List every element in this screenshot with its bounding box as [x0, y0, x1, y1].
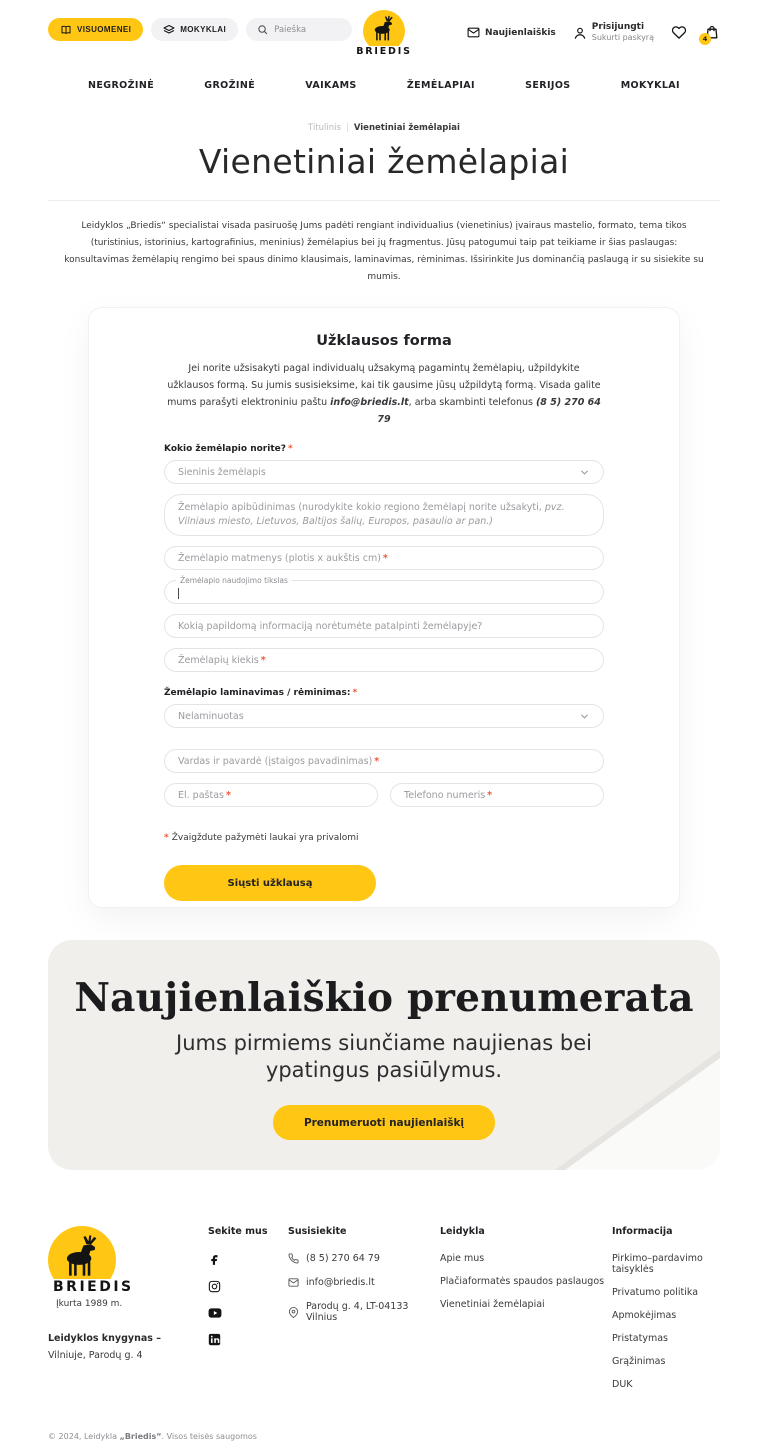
login-label: Prisijungti — [591, 22, 645, 32]
moose-icon — [369, 15, 399, 43]
leidykla-heading: Leidykla — [440, 1226, 485, 1237]
breadcrumb-home[interactable]: Titulinis — [308, 123, 341, 133]
request-form-card — [88, 307, 680, 908]
form-description-phone: (8 5) 270 64 79 — [377, 397, 601, 425]
footer-link-placiaformates[interactable]: Plačiaformatės spaudos paslaugos — [440, 1276, 605, 1287]
breadcrumb-current: Vienetiniai žemėlapiai — [353, 123, 460, 133]
newsletter-link[interactable] — [467, 26, 556, 39]
text-cursor — [178, 588, 179, 599]
copyright-pre: © 2024, Leidykla — [48, 1432, 120, 1441]
lamination-label-text: Žemėlapio laminavimas / rėminimas: — [164, 688, 351, 698]
contact-phone[interactable] — [288, 1253, 440, 1264]
founded-year: Įkurta 1989 m. — [56, 1299, 123, 1309]
location-pin-icon — [288, 1307, 299, 1318]
footer-link-apie-mus[interactable]: Apie mus — [440, 1253, 485, 1264]
newsletter-section — [48, 940, 720, 1170]
youtube-icon[interactable] — [208, 1307, 222, 1319]
chevron-down-icon — [579, 467, 590, 478]
nav-item-vaikams[interactable]: VAIKAMS — [305, 80, 357, 91]
lamination-select[interactable] — [164, 704, 604, 728]
map-dimensions-input[interactable] — [164, 546, 604, 570]
footer-link-grazinimas[interactable]: Grąžinimas — [612, 1356, 666, 1367]
footer-logo-wordmark: BRIEDIS — [50, 1279, 137, 1295]
form-description-text-2: , arba skambinti telefonus — [408, 397, 536, 408]
footer-contact-column — [288, 1226, 440, 1402]
copyright-post: . Visos teisės saugomos — [161, 1432, 257, 1441]
nav-item-grozine[interactable]: GROŽINĖ — [204, 80, 256, 91]
school-books-icon — [163, 24, 175, 36]
footer-leidykla-column — [440, 1226, 612, 1402]
page-title: Vienetiniai žemėlapiai — [198, 142, 570, 181]
map-description-placeholder: Žemėlapio apibūdinimas (nurodykite kokio regiono žemėlapį norite užsakyti, — [178, 502, 545, 513]
extra-info-placeholder: Kokią papildomą informaciją norėtumėte patalpinti žemėlapyje? — [178, 620, 483, 632]
newsletter-title: Naujienlaiškio prenumerata — [74, 975, 694, 1021]
required-fields-note-text: Žvaigždute pažymėti laukai yra privalomi — [171, 833, 359, 843]
form-title: Užklausos forma — [316, 333, 452, 349]
required-mark: * — [352, 688, 358, 698]
envelope-icon — [467, 26, 480, 39]
nav-item-mokyklai[interactable]: MOKYKLAI — [620, 80, 680, 91]
name-input[interactable] — [164, 749, 604, 773]
map-quantity-placeholder: Žemėlapių kiekis — [178, 654, 259, 666]
intro-paragraph: Leidyklos „Briedis“ specialistai visada pasiruošę Jums padėti rengiant individualius (vienetinius) įvairaus mastelio, formato, tema tikos (turistinius, istorinius, kartografinius, meninius) žemėlapius bei jų fragmentus. Jūsų patogumui taip pat teikiame ir šias paslaugas: konsultavimas žemėlapių rengimo bei spaus dinimo klausimais, laminavimas, rėminimas. Išsirinkite Jus dominančią paslaugą ir su sisiekite su mumis. — [64, 221, 704, 282]
lamination-label — [164, 688, 604, 698]
facebook-icon[interactable] — [208, 1253, 222, 1266]
contact-fields-row — [164, 783, 604, 817]
footer-info-column — [612, 1226, 720, 1402]
bookstore-line-1: Leidyklos knygynas – — [48, 1333, 161, 1344]
search-input[interactable] — [246, 18, 352, 41]
map-type-selected-value: Sieninis žemėlapis — [178, 466, 266, 478]
map-quantity-input[interactable] — [164, 648, 604, 672]
copyright-brand: „Briedis“ — [119, 1432, 162, 1441]
social-links — [208, 1253, 288, 1346]
map-type-label-text: Kokio žemėlapio norite? — [164, 444, 286, 454]
instagram-icon[interactable] — [208, 1280, 222, 1293]
title-divider — [48, 200, 720, 201]
footer — [0, 1170, 768, 1402]
search-placeholder: Paieška — [274, 24, 307, 35]
user-icon — [573, 26, 587, 40]
contact-email-text: info@briedis.lt — [306, 1277, 375, 1288]
footer-logo-column — [48, 1226, 208, 1402]
account-menu[interactable] — [573, 22, 654, 43]
heart-icon — [671, 25, 687, 40]
footer-link-duk[interactable]: DUK — [612, 1379, 633, 1390]
required-mark: * — [225, 789, 231, 801]
map-type-select[interactable] — [164, 460, 604, 484]
required-mark: * — [260, 654, 266, 666]
email-placeholder: El. paštas — [178, 789, 224, 801]
header-actions — [467, 22, 720, 43]
audience-visuomenei-button[interactable] — [48, 18, 143, 41]
phone-input[interactable] — [390, 783, 604, 807]
submit-request-button[interactable]: Siųsti užklausą — [164, 865, 376, 901]
phone-placeholder: Telefono numeris — [404, 789, 486, 801]
breadcrumb-separator: | — [345, 123, 349, 133]
logo-wordmark: BRIEDIS — [356, 46, 412, 57]
register-label: Sukurti paskyrą — [591, 33, 654, 43]
wishlist-button[interactable] — [671, 25, 687, 40]
footer-link-vienetiniai[interactable]: Vienetiniai žemėlapiai — [440, 1299, 545, 1310]
footer-link-apmokejimas[interactable]: Apmokėjimas — [612, 1310, 677, 1321]
moose-icon — [58, 1234, 106, 1280]
account-labels — [592, 22, 654, 43]
required-mark: * — [164, 833, 169, 843]
footer-link-privatumo[interactable]: Privatumo politika — [612, 1287, 699, 1298]
nav-item-negrozine[interactable]: NEGROŽINĖ — [88, 80, 155, 91]
cart-button[interactable] — [702, 24, 720, 44]
audience-mokyklai-button[interactable] — [151, 18, 238, 41]
footer-link-taisykles[interactable]: Pirkimo–pardavimo taisyklės — [612, 1253, 703, 1275]
map-dimensions-placeholder: Žemėlapio matmenys (plotis x aukštis cm) — [178, 552, 381, 564]
top-bar — [0, 0, 768, 62]
extra-info-input[interactable] — [164, 614, 604, 638]
audience-visuomenei-label: VISUOMENEI — [77, 25, 132, 34]
map-description-placeholder-example: pvz. Vilniaus miesto, Lietuvos, Baltijos šalių, Europos, pasaulio ar pan.) — [178, 502, 565, 527]
form-description-email: info@briedis.lt — [330, 397, 409, 408]
phone-icon — [288, 1253, 299, 1264]
nav-item-serijos[interactable]: SERIJOS — [525, 80, 571, 91]
required-mark: * — [487, 789, 493, 801]
lamination-selected-value: Nelaminuotas — [178, 710, 244, 722]
info-heading: Informacija — [612, 1226, 673, 1237]
follow-heading: Sekite mus — [208, 1226, 268, 1237]
bookstore-line-2: Vilniuje, Parodų g. 4 — [48, 1350, 143, 1361]
map-purpose-floating-label: Žemėlapio naudojimo tikslas — [176, 576, 292, 586]
open-book-icon — [60, 24, 72, 36]
chevron-down-icon — [579, 711, 590, 722]
form-description-text-1: Jei norite užsisakyti pagal individualų užsakymą pagamintų žemėlapių, užpildykite užklausos formą. Su jumis susisieksime, kai tik gausime jūsų užpildytą formą. Visada galite mums parašyti elektroniniu paštu — [167, 363, 601, 408]
map-purpose-input[interactable] — [164, 576, 604, 604]
subscribe-newsletter-button[interactable]: Prenumeruoti naujienlaiškį — [273, 1105, 495, 1140]
contact-address[interactable] — [288, 1301, 440, 1323]
cart-count-badge: 4 — [699, 33, 711, 45]
form-description — [164, 360, 604, 428]
site-logo[interactable] — [354, 10, 414, 71]
contact-heading: Susisiekite — [288, 1226, 347, 1237]
contact-email[interactable] — [288, 1277, 440, 1288]
audience-mokyklai-label: MOKYKLAI — [180, 25, 227, 34]
breadcrumb — [0, 123, 768, 133]
page-curl — [565, 1058, 720, 1170]
envelope-icon — [288, 1277, 299, 1288]
required-mark: * — [287, 444, 293, 454]
nav-item-zemelapiai[interactable]: ŽEMĖLAPIAI — [406, 80, 475, 91]
newsletter-subtitle: Jums pirmiems siunčiame naujienas bei ypatingus pasiūlymus. — [176, 1031, 592, 1082]
search-icon — [257, 24, 268, 35]
newsletter-link-label: Naujienlaiškis — [485, 27, 556, 38]
linkedin-icon[interactable] — [208, 1333, 222, 1346]
audience-switcher — [48, 18, 352, 41]
map-description-textarea[interactable] — [164, 494, 604, 536]
email-input[interactable] — [164, 783, 378, 807]
required-fields-note — [164, 833, 604, 843]
map-type-label — [164, 444, 604, 454]
copyright — [0, 1432, 768, 1441]
contact-phone-text: (8 5) 270 64 79 — [306, 1253, 380, 1264]
contact-address-text: Parodų g. 4, LT-04133 Vilnius — [306, 1301, 409, 1323]
required-mark: * — [382, 552, 388, 564]
footer-link-pristatymas[interactable]: Pristatymas — [612, 1333, 668, 1344]
required-mark: * — [374, 755, 380, 767]
footer-follow-column — [208, 1226, 288, 1402]
name-placeholder: Vardas ir pavardė (įstaigos pavadinimas) — [178, 755, 373, 767]
